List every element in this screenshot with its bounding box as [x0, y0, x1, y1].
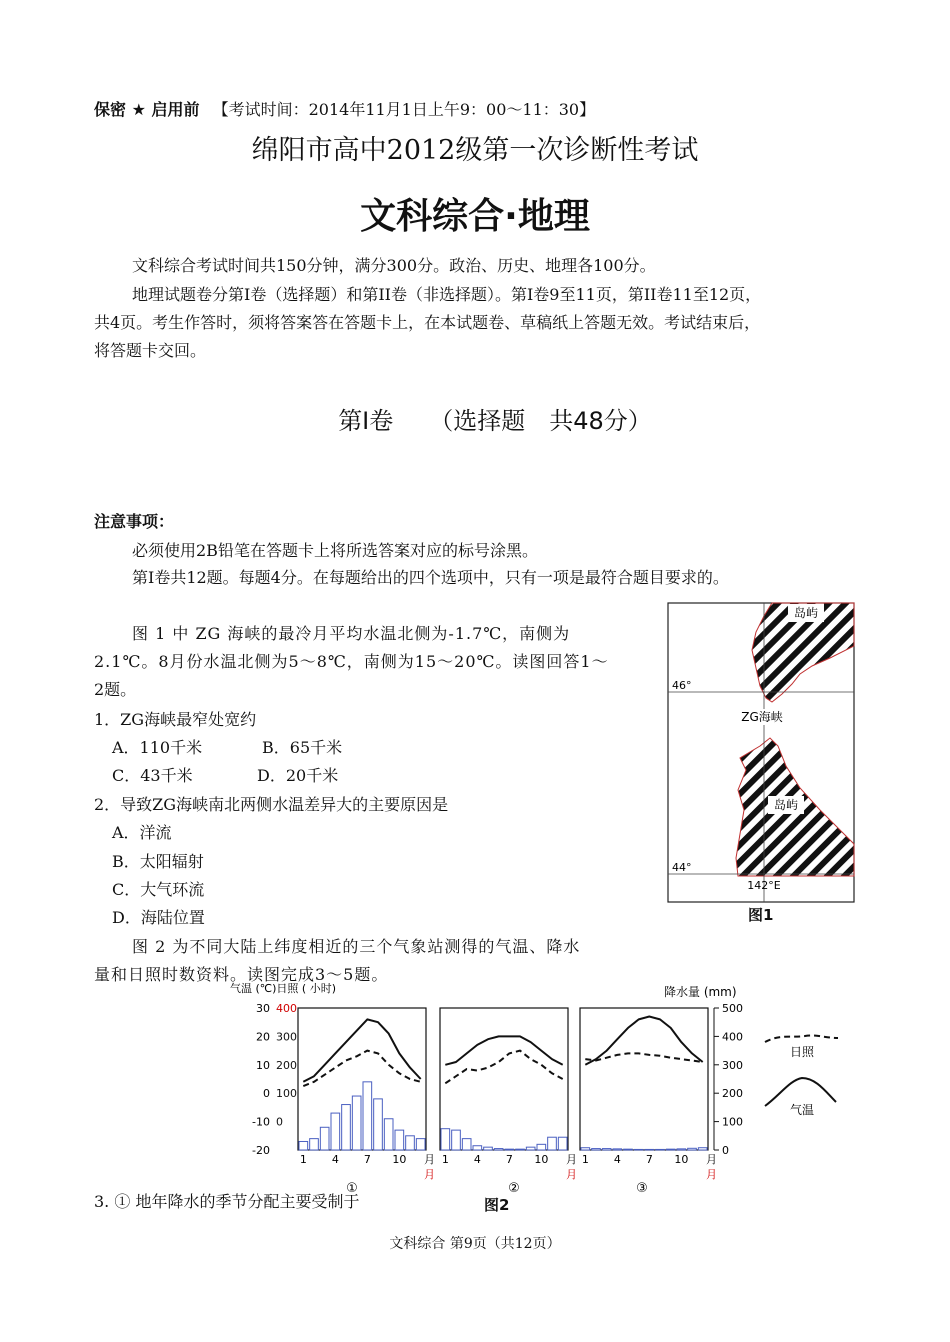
- precip-bar: [310, 1139, 319, 1150]
- precip-bar: [416, 1139, 425, 1150]
- month-unit-label: 月: [424, 1153, 435, 1166]
- passage1-line-3: 2题。: [94, 680, 137, 699]
- month-tick-label: 10: [534, 1153, 549, 1166]
- station-label: ③: [636, 1181, 648, 1196]
- station-panel-frame: [580, 1008, 708, 1150]
- q2-option-c: C．大气环流: [112, 880, 205, 899]
- station-label: ①: [346, 1181, 358, 1196]
- passage1-line-2: 2.1℃。8月份水温北侧为5～8℃，南侧为15～20℃。读图回答1～: [94, 652, 609, 671]
- precip-bar: [602, 1149, 611, 1150]
- intro-line-4: 将答题卡交回。: [94, 341, 207, 360]
- precip-bar: [363, 1082, 372, 1150]
- left-axis-title: 气温 (℃)日照 ( 小时): [230, 982, 337, 995]
- q2-option-b: B．太阳辐射: [112, 852, 204, 871]
- lat-46-label: 46°: [672, 679, 692, 692]
- precip-tick-label: 300: [722, 1058, 743, 1072]
- precip-bar: [299, 1141, 308, 1150]
- precip-bar: [613, 1149, 622, 1150]
- month-tick-label: 1: [441, 1153, 449, 1166]
- intro-line-3: 共4页。考生作答时，须将答案答在答题卡上，在本试题卷、草稿纸上答题无效。考试结束后，: [94, 313, 761, 332]
- legend-temp-line: [765, 1078, 836, 1106]
- precip-bar: [592, 1149, 601, 1150]
- precip-bar: [352, 1096, 361, 1150]
- q2-stem: 2．导致ZG海峡南北两侧水温差异大的主要原因是: [94, 795, 449, 814]
- subject-title: 文科综合·地理: [360, 196, 590, 237]
- precip-bar: [384, 1119, 393, 1150]
- precip-tick-label: 200: [722, 1087, 743, 1101]
- temp-tick-label: -10: [252, 1115, 270, 1129]
- legend-temp-label: 气温: [789, 1103, 815, 1117]
- intro-line-1: 文科综合考试时间共150分钟，满分300分。政治、历史、地理各100分。: [132, 256, 656, 275]
- passage2-line-1: 图 2 为不同大陆上纬度相近的三个气象站测得的气温、降水: [132, 937, 581, 956]
- temp-tick-label: 10: [256, 1058, 270, 1072]
- header-line: [94, 96, 595, 124]
- precip-tick-label: 400: [722, 1030, 743, 1044]
- note-1: 必须使用2B铅笔在答题卡上将所选答案对应的标号涂黑。: [132, 541, 538, 560]
- month-unit-label-red: 月: [566, 1168, 577, 1181]
- precip-bar: [395, 1130, 404, 1150]
- precip-bar: [441, 1129, 450, 1150]
- precip-bar: [374, 1099, 383, 1150]
- sunshine-tick-label: 200: [276, 1058, 297, 1072]
- figure2-charts: [230, 980, 860, 1200]
- month-tick-label: 7: [363, 1153, 371, 1166]
- precip-bar: [526, 1147, 535, 1150]
- figure1-caption: 图1: [748, 906, 774, 924]
- notes-title: 注意事项：: [94, 512, 175, 531]
- temp-tick-label: 0: [263, 1087, 270, 1101]
- precip-bar: [677, 1149, 686, 1150]
- q3-stem: 3. ① 地年降水的季节分配主要受制于: [94, 1192, 360, 1211]
- precip-bar: [484, 1147, 493, 1150]
- station-label: ②: [508, 1181, 520, 1196]
- precip-bar: [688, 1148, 697, 1150]
- figure1-map: [660, 598, 860, 928]
- lat-44-label: 44°: [672, 861, 692, 874]
- sunshine-tick-label: 400: [276, 1002, 297, 1015]
- precip-tick-label: 100: [722, 1115, 743, 1129]
- legend-sunshine-label: 日照: [789, 1045, 815, 1059]
- month-tick-label: 4: [473, 1153, 481, 1166]
- q1-stem: 1．ZG海峡最窄处宽约: [94, 710, 257, 729]
- month-tick-label: 10: [392, 1153, 407, 1166]
- passage2-line-2: 量和日照时数资料。读图完成3～5题。: [94, 965, 389, 984]
- month-tick-label: 1: [299, 1153, 307, 1166]
- month-tick-label: 4: [331, 1153, 339, 1166]
- q1-option-d: D．20千米: [257, 766, 339, 785]
- q1-option-c: C．43千米: [112, 766, 193, 785]
- month-unit-label-red: 月: [424, 1168, 435, 1181]
- month-tick-label: 10: [674, 1153, 689, 1166]
- sunshine-tick-label: 100: [276, 1087, 297, 1101]
- precip-bar: [406, 1136, 415, 1150]
- note-2: 第Ⅰ卷共12题。每题4分。在每题给出的四个选项中，只有一项是最符合题目要求的。: [132, 568, 729, 587]
- precip-bar: [342, 1105, 351, 1150]
- north-island-label: 岛屿: [793, 606, 819, 620]
- page-title: 绵阳市高中2012级第一次诊断性考试: [251, 135, 699, 166]
- precip-bar: [558, 1137, 567, 1150]
- precip-bar: [634, 1149, 643, 1150]
- precip-bar: [331, 1113, 340, 1150]
- figure2-caption: 图2: [484, 1196, 510, 1214]
- precip-bar: [624, 1149, 633, 1150]
- precip-bar: [473, 1146, 482, 1150]
- temp-tick-label: 20: [256, 1030, 270, 1044]
- month-tick-label: 7: [505, 1153, 513, 1166]
- precip-tick-label: 0: [722, 1144, 729, 1157]
- precip-bar: [516, 1149, 525, 1150]
- legend-sunshine-line: [765, 1035, 838, 1042]
- lon-142-label: 142°E: [747, 879, 781, 892]
- precip-bar: [320, 1127, 329, 1150]
- month-tick-label: 1: [581, 1153, 589, 1166]
- temp-tick-label: -20: [252, 1144, 270, 1157]
- secret-label: 保密 ★ 启用前: [94, 100, 200, 119]
- month-unit-label-red: 月: [706, 1168, 717, 1181]
- sunshine-tick-label: 300: [276, 1030, 297, 1044]
- passage1-line-1: 图 1 中 ZG 海峡的最冷月平均水温北侧为-1.7℃，南侧为: [132, 624, 571, 643]
- month-unit-label: 月: [706, 1153, 717, 1166]
- precip-bar: [537, 1144, 546, 1150]
- q1-option-b: B．65千米: [262, 738, 343, 757]
- precip-bar: [666, 1149, 675, 1150]
- precip-bar: [656, 1149, 665, 1150]
- month-unit-label: 月: [566, 1153, 577, 1166]
- q2-option-a: A．洋流: [112, 823, 172, 842]
- strait-label: ZG海峡: [741, 710, 783, 724]
- temp-tick-label: 30: [256, 1002, 270, 1015]
- precip-bar: [581, 1148, 590, 1150]
- precip-bar: [645, 1149, 654, 1150]
- precip-tick-label: 500: [722, 1002, 743, 1015]
- section-title: 第Ⅰ卷 （选择题 共48分）: [338, 407, 652, 435]
- month-tick-label: 7: [645, 1153, 653, 1166]
- q2-option-d: D．海陆位置: [112, 908, 205, 927]
- intro-line-2: 地理试题卷分第I卷（选择题）和第II卷（非选择题）。第I卷9至11页，第II卷11至12页，: [132, 285, 762, 304]
- precip-bar: [494, 1149, 503, 1150]
- precip-bar: [452, 1130, 461, 1150]
- sunshine-tick-label: 0: [276, 1115, 283, 1129]
- right-axis-title: 降水量 (mm): [664, 985, 737, 999]
- month-tick-label: 4: [613, 1153, 621, 1166]
- precip-bar: [698, 1148, 707, 1150]
- south-island-label: 岛屿: [773, 798, 799, 812]
- page-footer: 文科综合 第9页（共12页）: [389, 1236, 561, 1252]
- q1-option-a: A．110千米: [112, 738, 203, 757]
- precip-bar: [505, 1149, 514, 1150]
- precip-bar: [462, 1139, 471, 1150]
- station-panel-frame: [440, 1008, 568, 1150]
- exam-time: 【考试时间：2014年11月1日上午9：00～11：30】: [212, 100, 596, 119]
- precip-bar: [548, 1137, 557, 1150]
